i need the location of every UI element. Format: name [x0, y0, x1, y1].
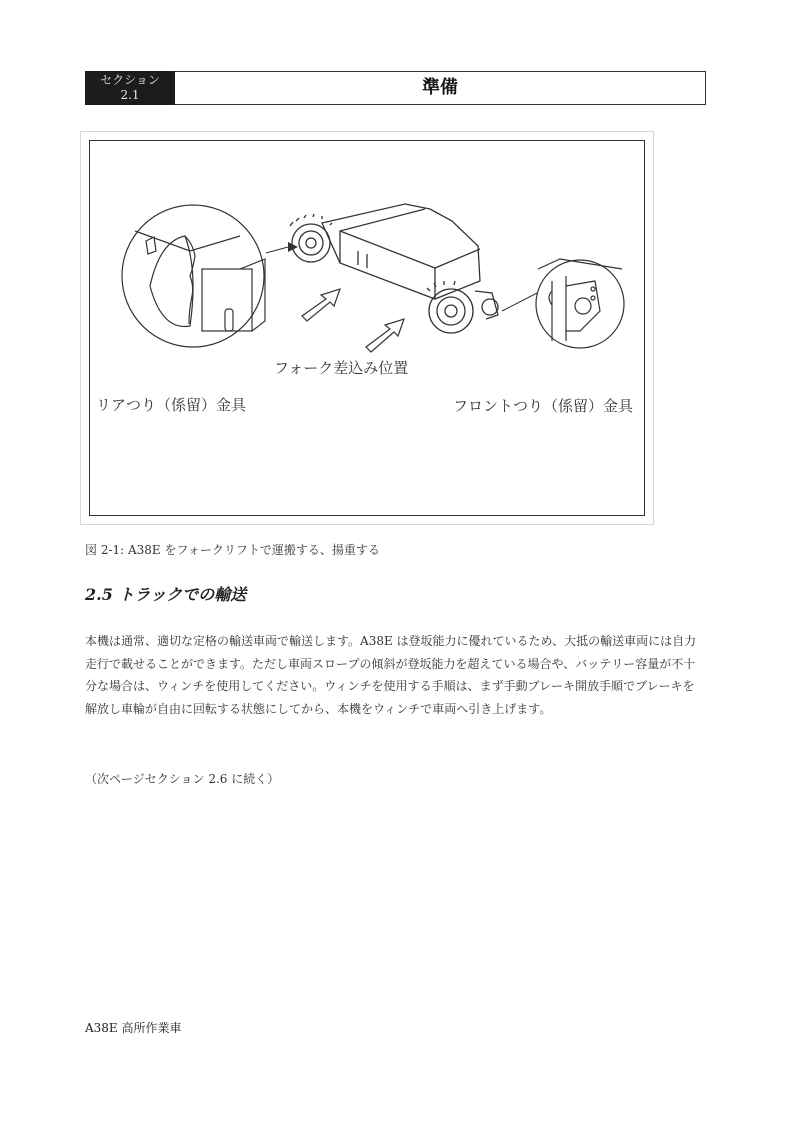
figure-caption: 図 2-1: A38E をフォークリフトで運搬する、揚重する	[85, 543, 380, 557]
front-anchor-label: フロントつり（係留）金具	[453, 397, 634, 415]
rear-detail-circle	[122, 205, 265, 347]
section-header	[85, 71, 706, 105]
machine-illustration	[90, 141, 645, 516]
rear-callout-line	[266, 247, 288, 253]
fork-position-label: フォーク差込み位置	[274, 359, 409, 377]
section-number: 2.1	[120, 88, 140, 102]
continued-note: （次ページセクション 2.6 に続く）	[85, 772, 280, 786]
machine-body	[290, 204, 498, 333]
page-title: 準備	[422, 77, 458, 98]
page-footer: A38E 高所作業車	[85, 1021, 182, 1035]
figure-panel	[89, 140, 645, 516]
front-callout-line	[502, 293, 537, 311]
rear-anchor-label: リアつり（係留）金具	[96, 396, 247, 414]
section-label: セクション	[100, 73, 160, 87]
section-heading: 2.5 トラックでの輸送	[85, 585, 247, 604]
figure-frame	[80, 131, 654, 525]
fork-arrows	[302, 289, 404, 352]
body-paragraph: 本機は通常、適切な定格の輸送車両で輸送します。A38E は登坂能力に優れているため、大抵の輸送車両には自力走行で載せることができます。ただし車両スロープの傾斜が登坂能力を超えている場合や、バッテリー容量が不十分な場合は、ウィンチを使用してください。ウィンチを使用する手順は、まず手動ブレーキ開放手順でブレーキを解放し車輪が自由に回転する状態にしてから、本機をウィンチで車両へ引き上げます。	[85, 634, 697, 716]
section-number-box	[85, 71, 175, 105]
front-detail-circle	[536, 259, 624, 348]
